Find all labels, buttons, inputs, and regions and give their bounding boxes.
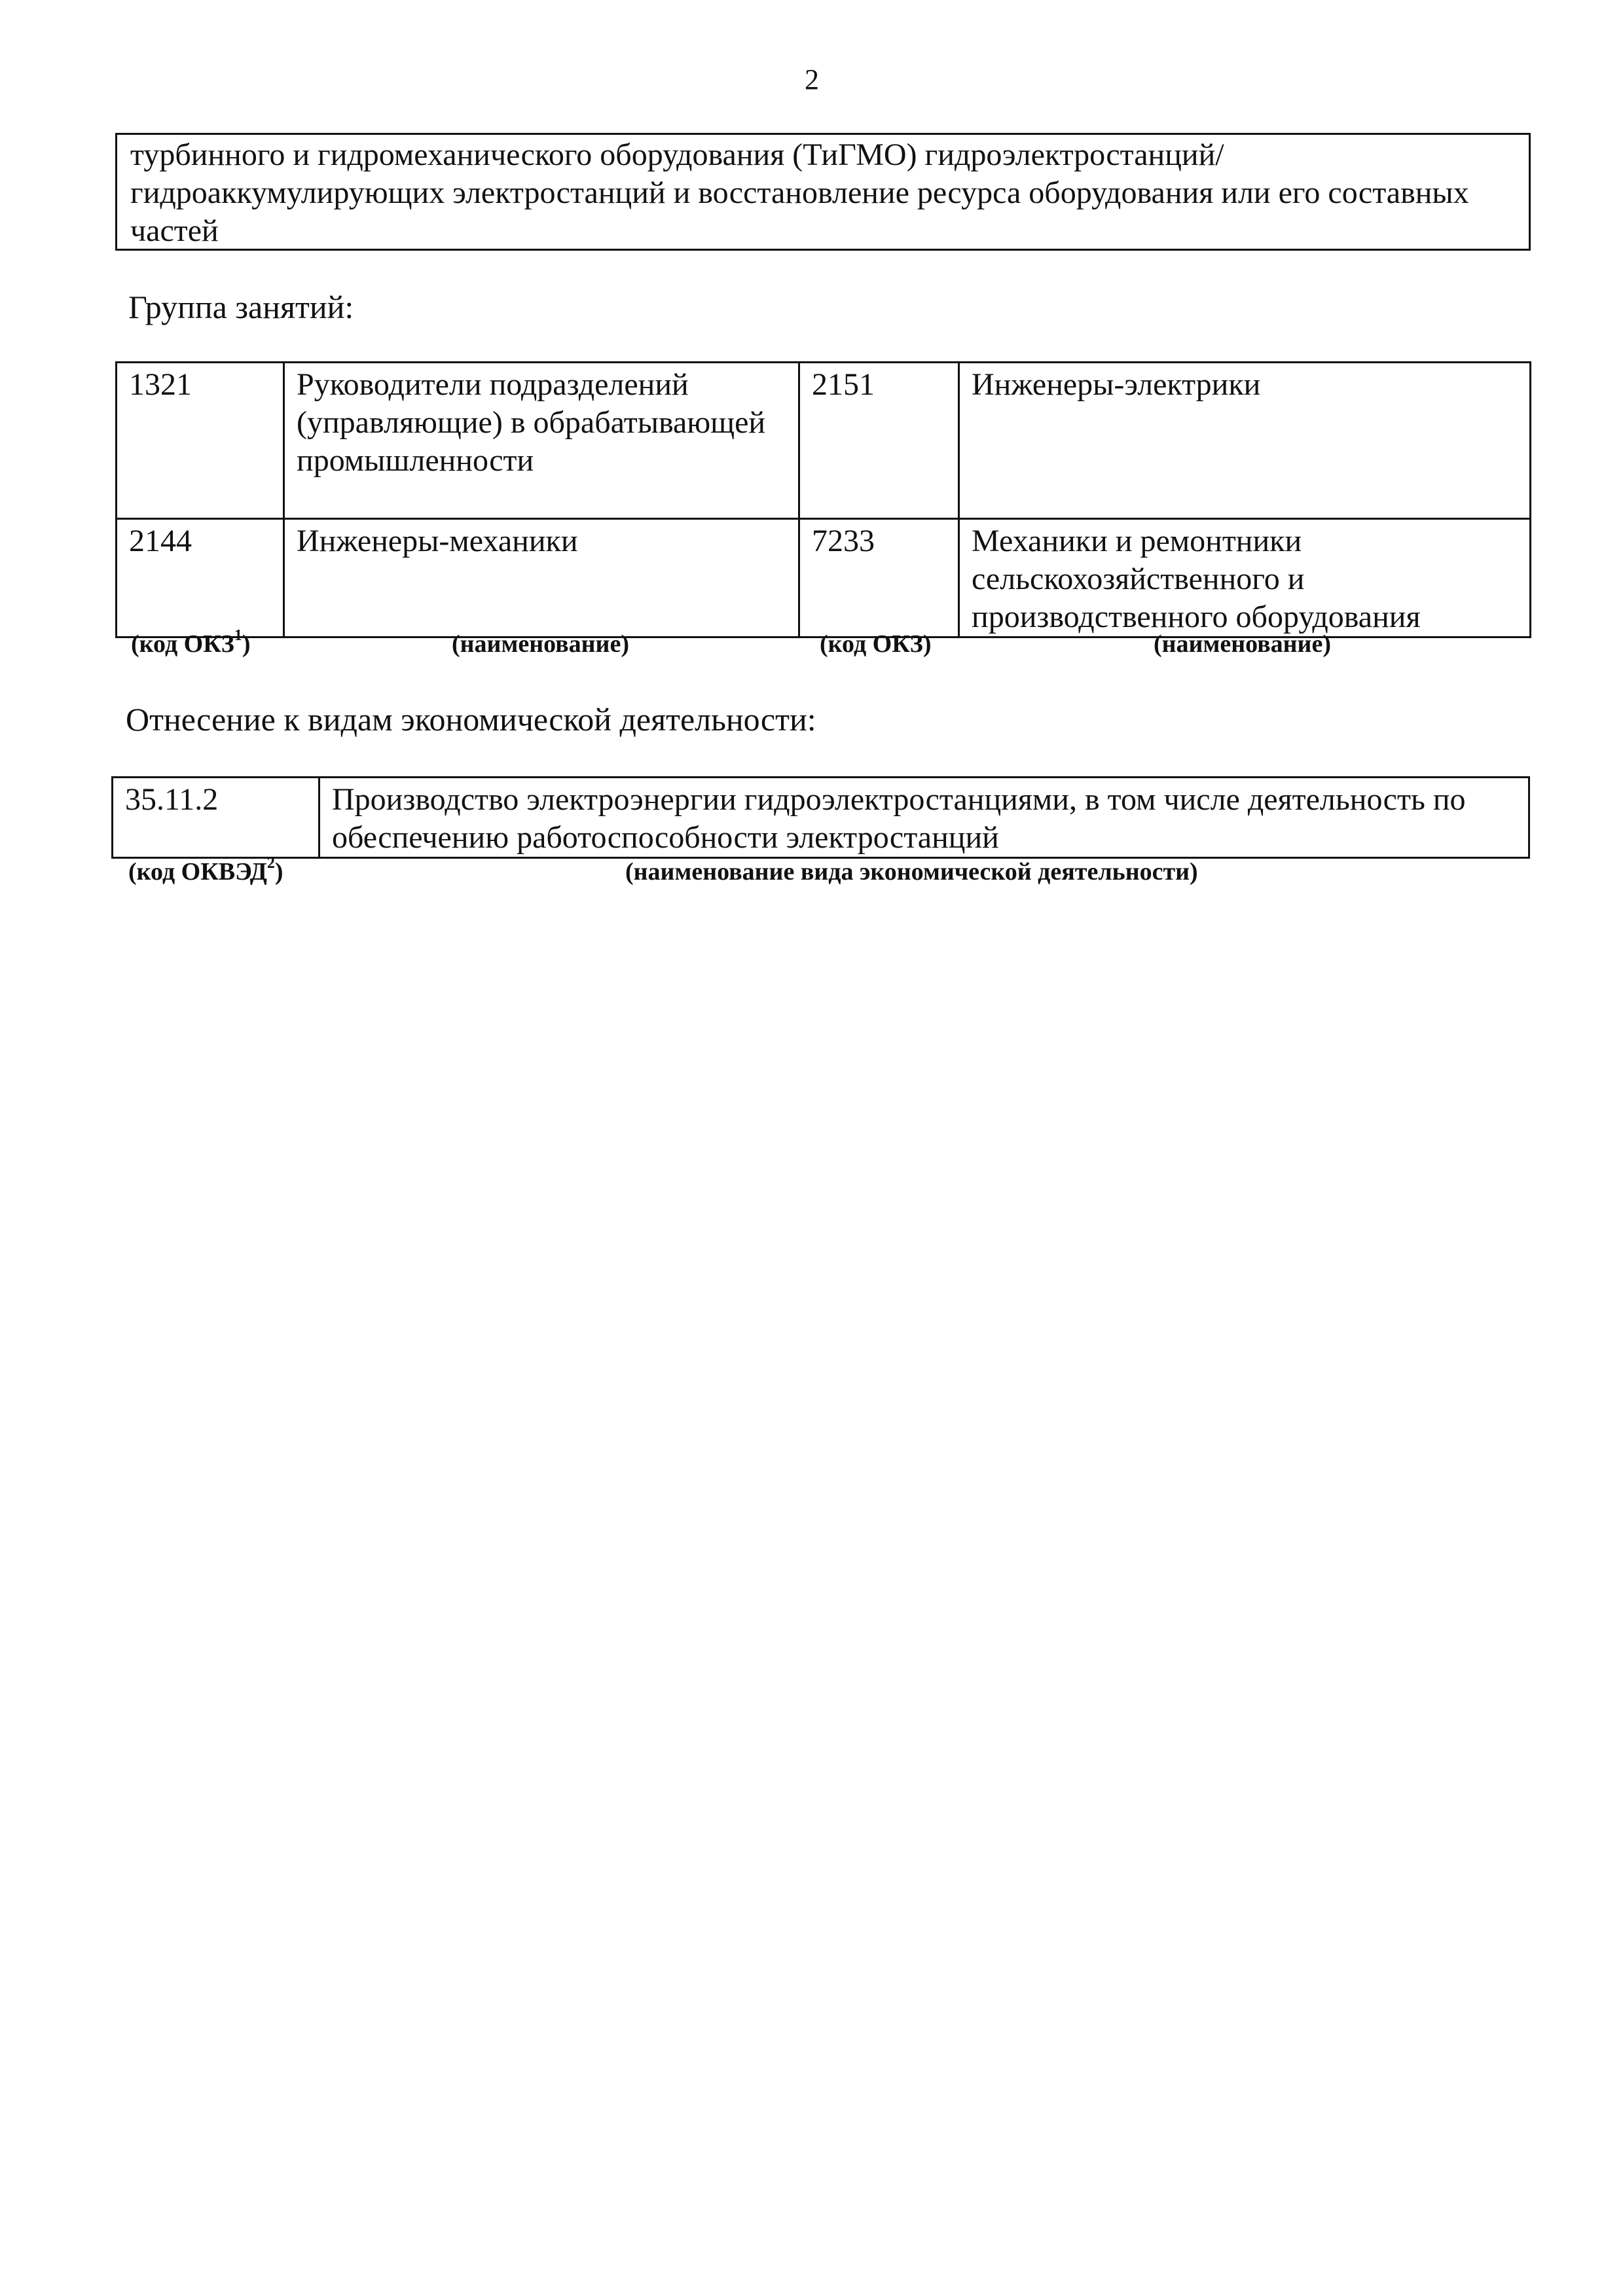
economic-activity-table (111, 776, 1530, 859)
okz-code-cell: 7233 (799, 519, 959, 637)
okz-name-cell: Руководители подразделений (управляющие) в обрабатывающей промышленности (284, 363, 799, 519)
okz-code-cell: 2144 (117, 519, 284, 637)
okz-name-cell: Инженеры-электрики (959, 363, 1531, 519)
okved-code-caption: (код ОКВЭД$^2$) (128, 855, 283, 886)
table-row (113, 778, 1529, 858)
okz-name-caption: (наименование) (452, 630, 629, 658)
footnote-marker: 1 (234, 627, 242, 645)
table-row (117, 519, 1531, 637)
okz-name-cell: Инженеры-механики (284, 519, 799, 637)
okz-name-cell: Механики и ремонтники сельскохозяйственного и производственного оборудования (959, 519, 1531, 637)
occupation-group-table (115, 361, 1531, 638)
okz-code-caption: (код ОКЗ) (820, 630, 932, 658)
okz-code-cell: 1321 (117, 363, 284, 519)
footnote-marker: 2 (266, 855, 275, 872)
occupation-group-heading: Группа занятий: (128, 289, 354, 325)
okz-code-caption: (код ОКЗ$^1$) (131, 627, 251, 658)
okved-code-cell: 35.11.2 (113, 778, 319, 858)
okved-name-cell: Производство электроэнергии гидроэлектростанциями, в том числе деятельность по обеспечению работоспособности электростанций (319, 778, 1529, 858)
okz-code-cell: 2151 (799, 363, 959, 519)
purpose-text-box (115, 133, 1531, 251)
economic-activity-heading: Отнесение к видам экономической деятельности: (126, 701, 816, 738)
table-row (117, 363, 1531, 519)
okved-name-caption: (наименование вида экономической деятельности) (625, 858, 1198, 886)
okz-name-caption: (наименование) (1154, 630, 1331, 658)
page-number: 2 (805, 63, 819, 96)
purpose-text: турбинного и гидромеханического оборудования (ТиГМО) гидроэлектростанций/ гидроаккумулирующих электростанций и восстановление ресурса оборудования или его составных частей (130, 137, 1469, 248)
